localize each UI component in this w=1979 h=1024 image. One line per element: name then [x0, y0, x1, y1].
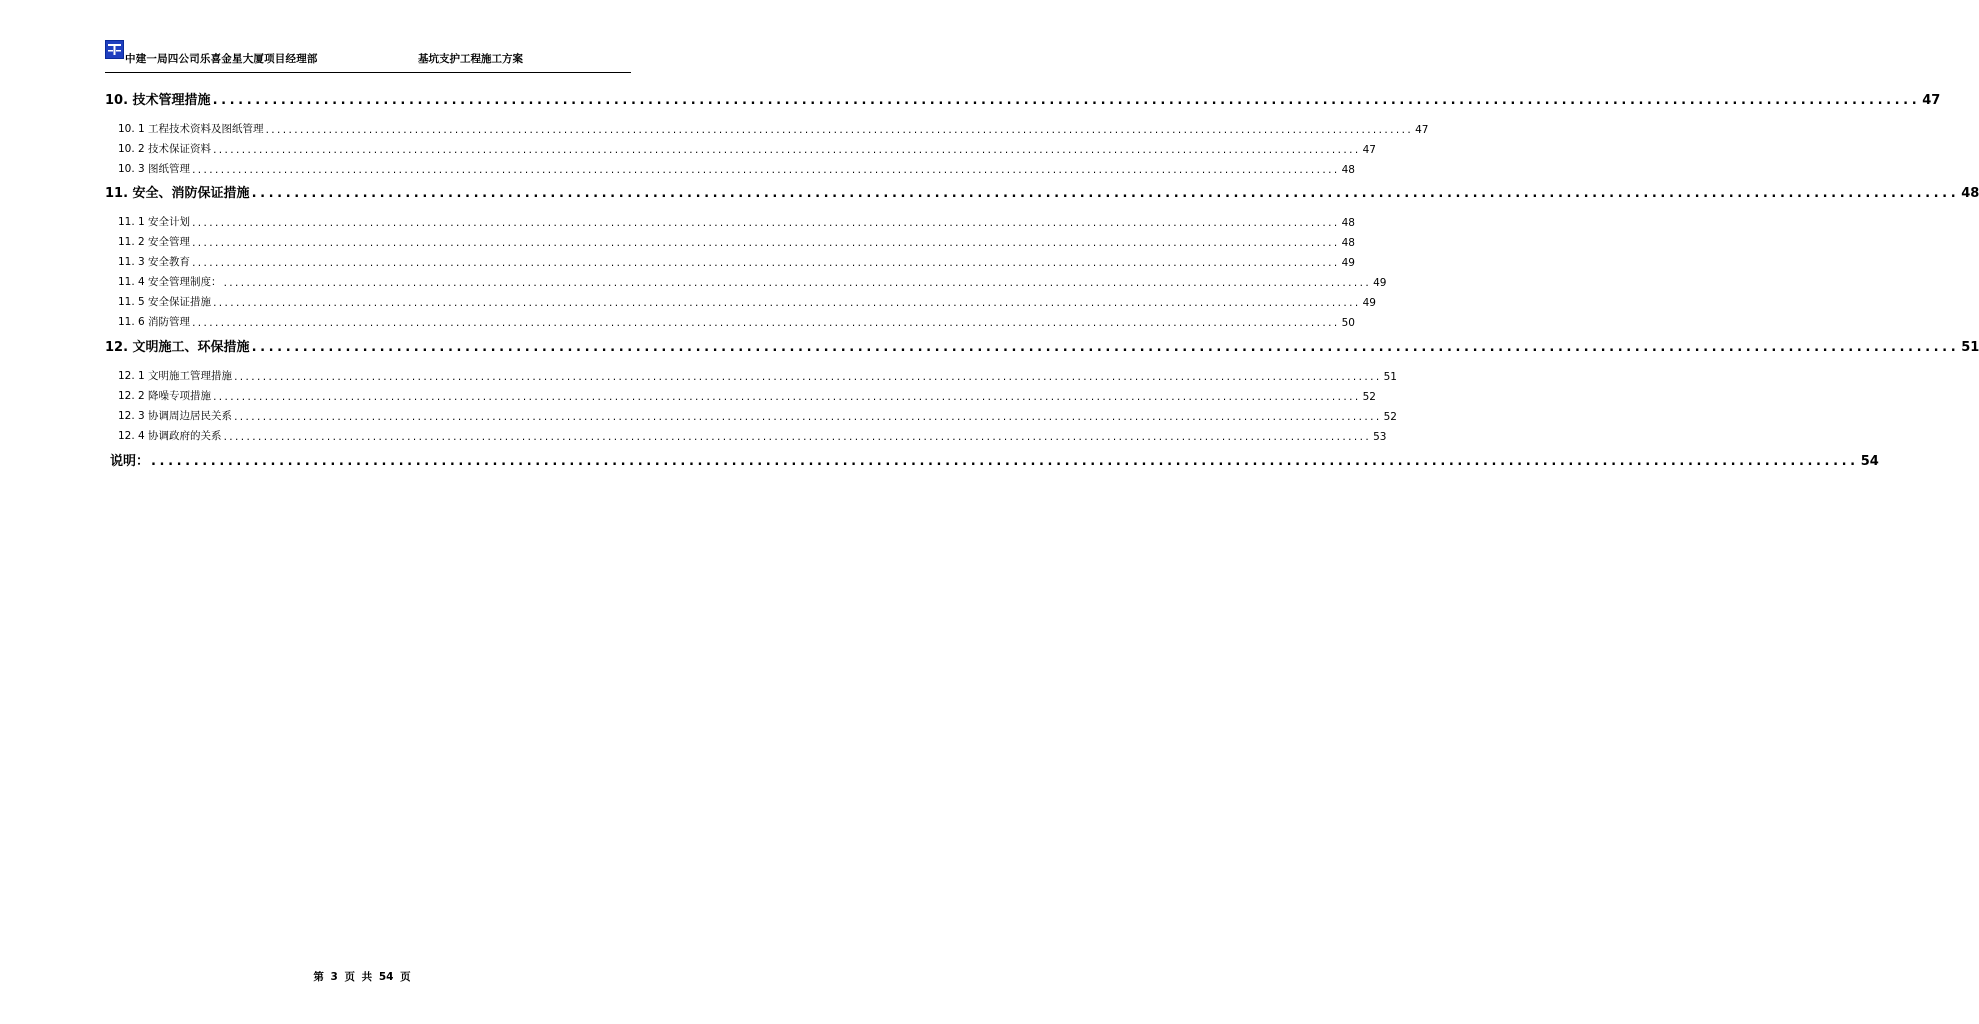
company-logo-icon: [105, 40, 124, 59]
toc-section-entry[interactable]: [105, 337, 1979, 355]
toc-subsection-entry[interactable]: [118, 425, 1387, 443]
toc-entry-label: 12. 3 协调周边居民关系: [118, 410, 233, 422]
toc-subsection-entry[interactable]: [118, 405, 1397, 423]
toc-entry-label: 10. 3 图纸管理: [118, 163, 191, 175]
toc-entry-page-number: 49: [1362, 297, 1376, 309]
toc-dot-leader: ........................................................................................................................................................................................................: [192, 164, 1340, 176]
toc-entry-label: 11. 1 安全计划: [118, 216, 191, 228]
toc-entry-page-number: 53: [1373, 431, 1387, 443]
toc-entry-label: 12. 1 文明施工管理措施: [118, 370, 233, 382]
toc-subsection-entry[interactable]: [118, 365, 1397, 383]
toc-dot-leader: ........................................................................................................................................................................................................: [192, 257, 1340, 269]
toc-subsection-entry[interactable]: [118, 231, 1355, 249]
toc-entry-page-number: 51: [1961, 340, 1979, 355]
toc-entry-label: 11. 安全、消防保证措施: [105, 186, 250, 201]
toc-subsection-entry[interactable]: [118, 158, 1355, 176]
toc-section-entry[interactable]: [110, 451, 1879, 469]
toc-entry-page-number: 47: [1922, 93, 1941, 108]
toc-dot-leader: ........................................................................................................................................................................................................: [151, 454, 1859, 469]
toc-subsection-entry[interactable]: [118, 251, 1355, 269]
toc-dot-leader: ........................................................................................................................................................................................................: [192, 237, 1340, 249]
toc-entry-page-number: 52: [1383, 411, 1397, 423]
toc-dot-leader: ........................................................................................................................................................................................................: [251, 186, 1960, 201]
toc-subsection-entry[interactable]: [118, 211, 1355, 229]
page-header: [105, 38, 631, 73]
toc-entry-label: 11. 2 安全管理: [118, 236, 191, 248]
toc-subsection-entry[interactable]: [118, 291, 1376, 309]
toc-entry-label: 10. 2 技术保证资料: [118, 143, 212, 155]
toc-subsection-entry[interactable]: [118, 118, 1429, 136]
toc-entry-page-number: 52: [1362, 391, 1376, 403]
toc-entry-label: 11. 6 消防管理: [118, 316, 191, 328]
toc-entry-label: 11. 4 安全管理制度：: [118, 276, 222, 288]
toc-entry-page-number: 49: [1341, 257, 1355, 269]
page-footer: 第 3 页 共 54 页: [313, 971, 411, 983]
toc-entry-page-number: 49: [1373, 277, 1387, 289]
toc-entry-label: 12. 2 降噪专项措施: [118, 390, 212, 402]
toc-entry-label: 11. 5 安全保证措施: [118, 296, 212, 308]
toc-entry-label: 10. 1 工程技术资料及图纸管理: [118, 123, 264, 135]
toc-dot-leader: ........................................................................................................................................................................................................: [213, 144, 1361, 156]
toc-entry-page-number: 48: [1341, 164, 1355, 176]
toc-dot-leader: ........................................................................................................................................................................................................: [213, 391, 1361, 403]
toc-entry-page-number: 48: [1961, 186, 1979, 201]
toc-dot-leader: ........................................................................................................................................................................................................: [251, 340, 1960, 355]
header-document-title: 基坑支护工程施工方案: [418, 53, 523, 65]
toc-section-entry[interactable]: [105, 90, 1941, 108]
toc-entry-label: 说明：: [110, 454, 150, 469]
toc-subsection-entry[interactable]: [118, 385, 1376, 403]
toc-dot-leader: ........................................................................................................................................................................................................: [223, 431, 1372, 443]
toc-dot-leader: ........................................................................................................................................................................................................: [265, 124, 1414, 136]
toc-dot-leader: ........................................................................................................................................................................................................: [234, 411, 1382, 423]
header-company-name: 中建一局四公司乐喜金星大厦项目经理部: [125, 53, 318, 65]
toc-entry-page-number: 48: [1341, 217, 1355, 229]
toc-entry-page-number: 47: [1362, 144, 1376, 156]
toc-dot-leader: ........................................................................................................................................................................................................: [192, 217, 1340, 229]
toc-entry-label: 11. 3 安全教育: [118, 256, 191, 268]
toc-dot-leader: ........................................................................................................................................................................................................: [223, 277, 1372, 289]
toc-entry-page-number: 48: [1341, 237, 1355, 249]
toc-entry-label: 12. 文明施工、环保措施: [105, 340, 250, 355]
toc-entry-page-number: 54: [1860, 454, 1879, 469]
toc-entry-page-number: 51: [1383, 371, 1397, 383]
toc-section-entry[interactable]: [105, 183, 1979, 201]
toc-subsection-entry[interactable]: [118, 138, 1376, 156]
toc-entry-page-number: 47: [1415, 124, 1429, 136]
toc-dot-leader: ........................................................................................................................................................................................................: [212, 93, 1921, 108]
toc-entry-page-number: 50: [1341, 317, 1355, 329]
toc-dot-leader: ........................................................................................................................................................................................................: [192, 317, 1340, 329]
toc-entry-label: 12. 4 协调政府的关系: [118, 430, 222, 442]
toc-subsection-entry[interactable]: [118, 311, 1355, 329]
toc-dot-leader: ........................................................................................................................................................................................................: [213, 297, 1361, 309]
toc-subsection-entry[interactable]: [118, 271, 1387, 289]
toc-dot-leader: ........................................................................................................................................................................................................: [234, 371, 1382, 383]
toc-entry-label: 10. 技术管理措施: [105, 93, 211, 108]
